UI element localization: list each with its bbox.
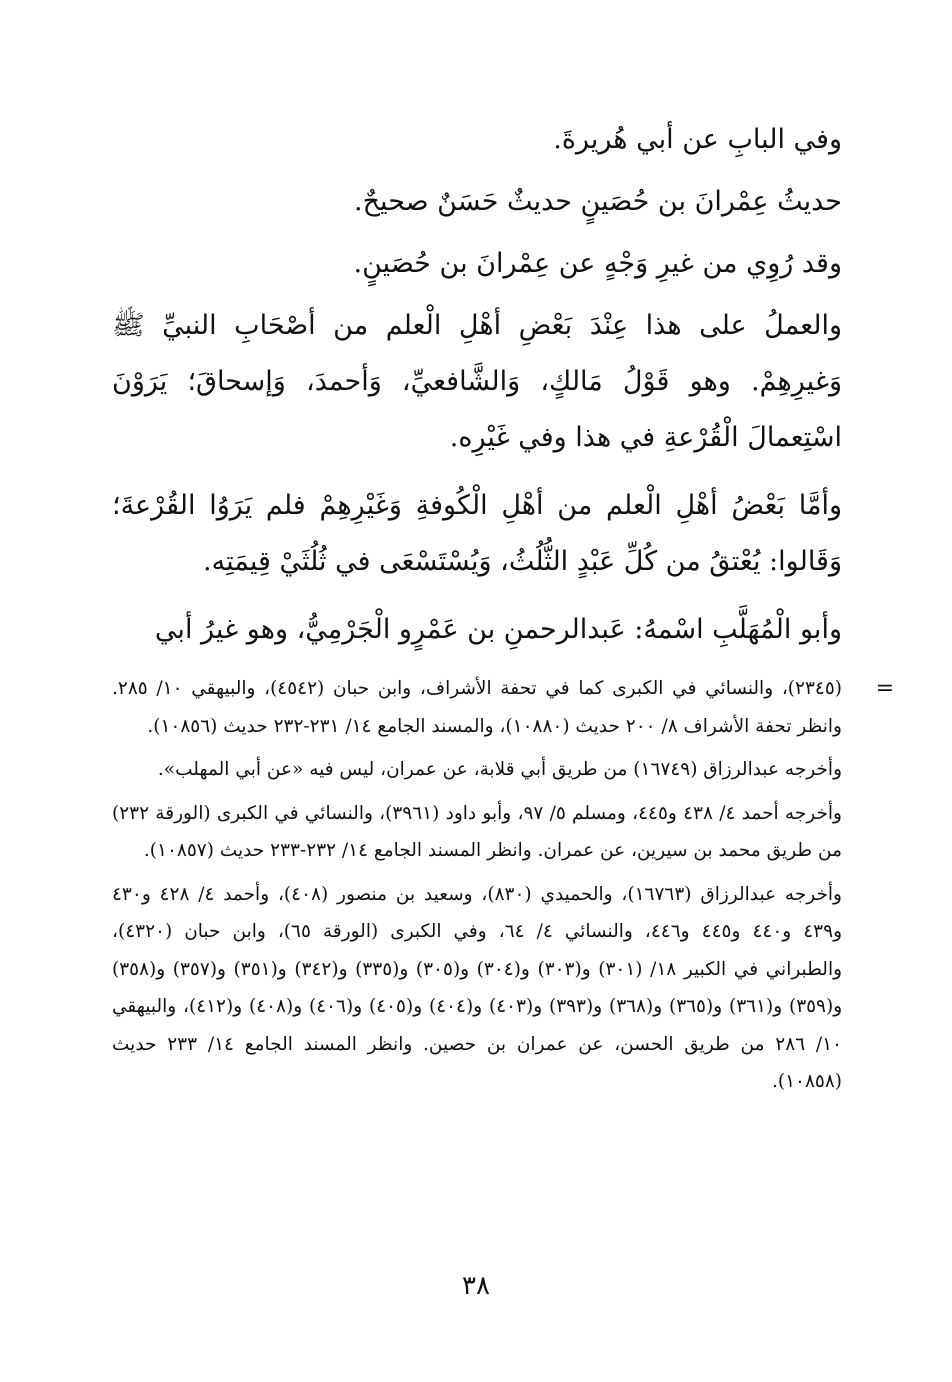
footnote-1: (٢٣٤٥)، والنسائي في الكبرى كما في تحفة الأشراف، وابن حبان (٤٥٤٢)، والبيهقي ١٠/ ٢٨٥. وانظر تحفة الأشراف ٨/ ٢٠٠ حديث (١٠٨٨٠)، والمسند الجامع ١٤/ ٢٣١-٢٣٢ حديث (١٠٨٥٦). (112, 678, 842, 737)
footnotes (112, 670, 842, 1107)
page-number: ٣٨ (462, 1271, 490, 1301)
paragraph-5: وأمَّا بَعْضُ أهْلِ الْعلم من أهْلِ الْكُوفةِ وَغَيْرِهِمْ فلم يَرَوُا القُرْعةَ؛ وَقَالوا: يُعْتقُ من كُلِّ عَبْدٍ الثُّلُثُ، وَيُسْتَسْعَى في ثُلُثَيْ قِيمَتِه. (112, 490, 842, 577)
footnote-continuation-mark: = (875, 676, 894, 701)
footnote-2: وأخرجه عبدالرزاق (١٦٧٤٩) من طريق أبي قلابة، عن عمران، ليس فيه «عن أبي المهلب». (157, 759, 842, 780)
paragraph-2: حديثُ عِمْرانَ بن حُصَينٍ حديثٌ حَسَنٌ صحيحٌ. (354, 186, 842, 217)
paragraph-3: وقد رُوِي من غيرِ وَجْهٍ عن عِمْرانَ بن حُصَينٍ. (353, 248, 842, 279)
main-text (112, 112, 842, 670)
paragraph-6: وأبو الْمُهَلَّبِ اسْمهُ: عَبدالرحمنِ بن عَمْرٍو الْجَرْمِيُّ، وهو غيرُ أبي (154, 614, 842, 645)
paragraph-1: وفي البابِ عن أبي هُريرةَ. (553, 124, 842, 155)
footnote-3: وأخرجه أحمد ٤/ ٤٣٨ و٤٤٥، ومسلم ٥/ ٩٧، وأبو داود (٣٩٦١)، والنسائي في الكبرى (الورقة ٢٣٢) من طريق محمد بن سيرين، عن عمران. وانظر المسند الجامع ١٤/ ٢٣٢-٢٣٣ حديث (١٠٨٥٧). (112, 802, 842, 861)
paragraph-4: والعملُ على هذا عِنْدَ بَعْضِ أهْلِ الْعلم من أصْحَابِ النبيِّ ﷺ وَغيرِهِمْ. وهو قَوْلُ مَالكٍ، وَالشَّافعيِّ، وَأحمدَ، وَإسحاقَ؛ يَرَوْنَ اسْتِعمالَ الْقُرْعةِ في هذا وفي غَيْرِه. (112, 310, 842, 453)
footnote-4: وأخرجه عبدالرزاق (١٦٧٦٣)، والحميدي (٨٣٠)، وسعيد بن منصور (٤٠٨)، وأحمد ٤/ ٤٢٨ و٤٣٠ و٤٣٩ و٤٤٠ و٤٤٥ و٤٤٦، والنسائي ٤/ ٦٤، وفي الكبرى (الورقة ٦٥)، وابن حبان (٤٣٢٠)، والطبراني في الكبير ١٨/ (٣٠١) و(٣٠٣) و(٣٠٤) و(٣٠٥) و(٣٣٥) و(٣٤٢) و(٣٥١) و(٣٥٧) و(٣٥٨) و(٣٥٩) و(٣٦١) و(٣٦٥) و(٣٦٨) و(٣٩٣) و(٤٠٣) و(٤٠٤) و(٤٠٥) و(٤٠٦) و(٤٠٨) و(٤١٢)، والبيهقي ١٠/ ٢٨٦ من طريق الحسن، عن عمران بن حصين. وانظر المسند الجامع ١٤/ ٢٣٣ حديث (١٠٨٥٨). (112, 883, 843, 1092)
